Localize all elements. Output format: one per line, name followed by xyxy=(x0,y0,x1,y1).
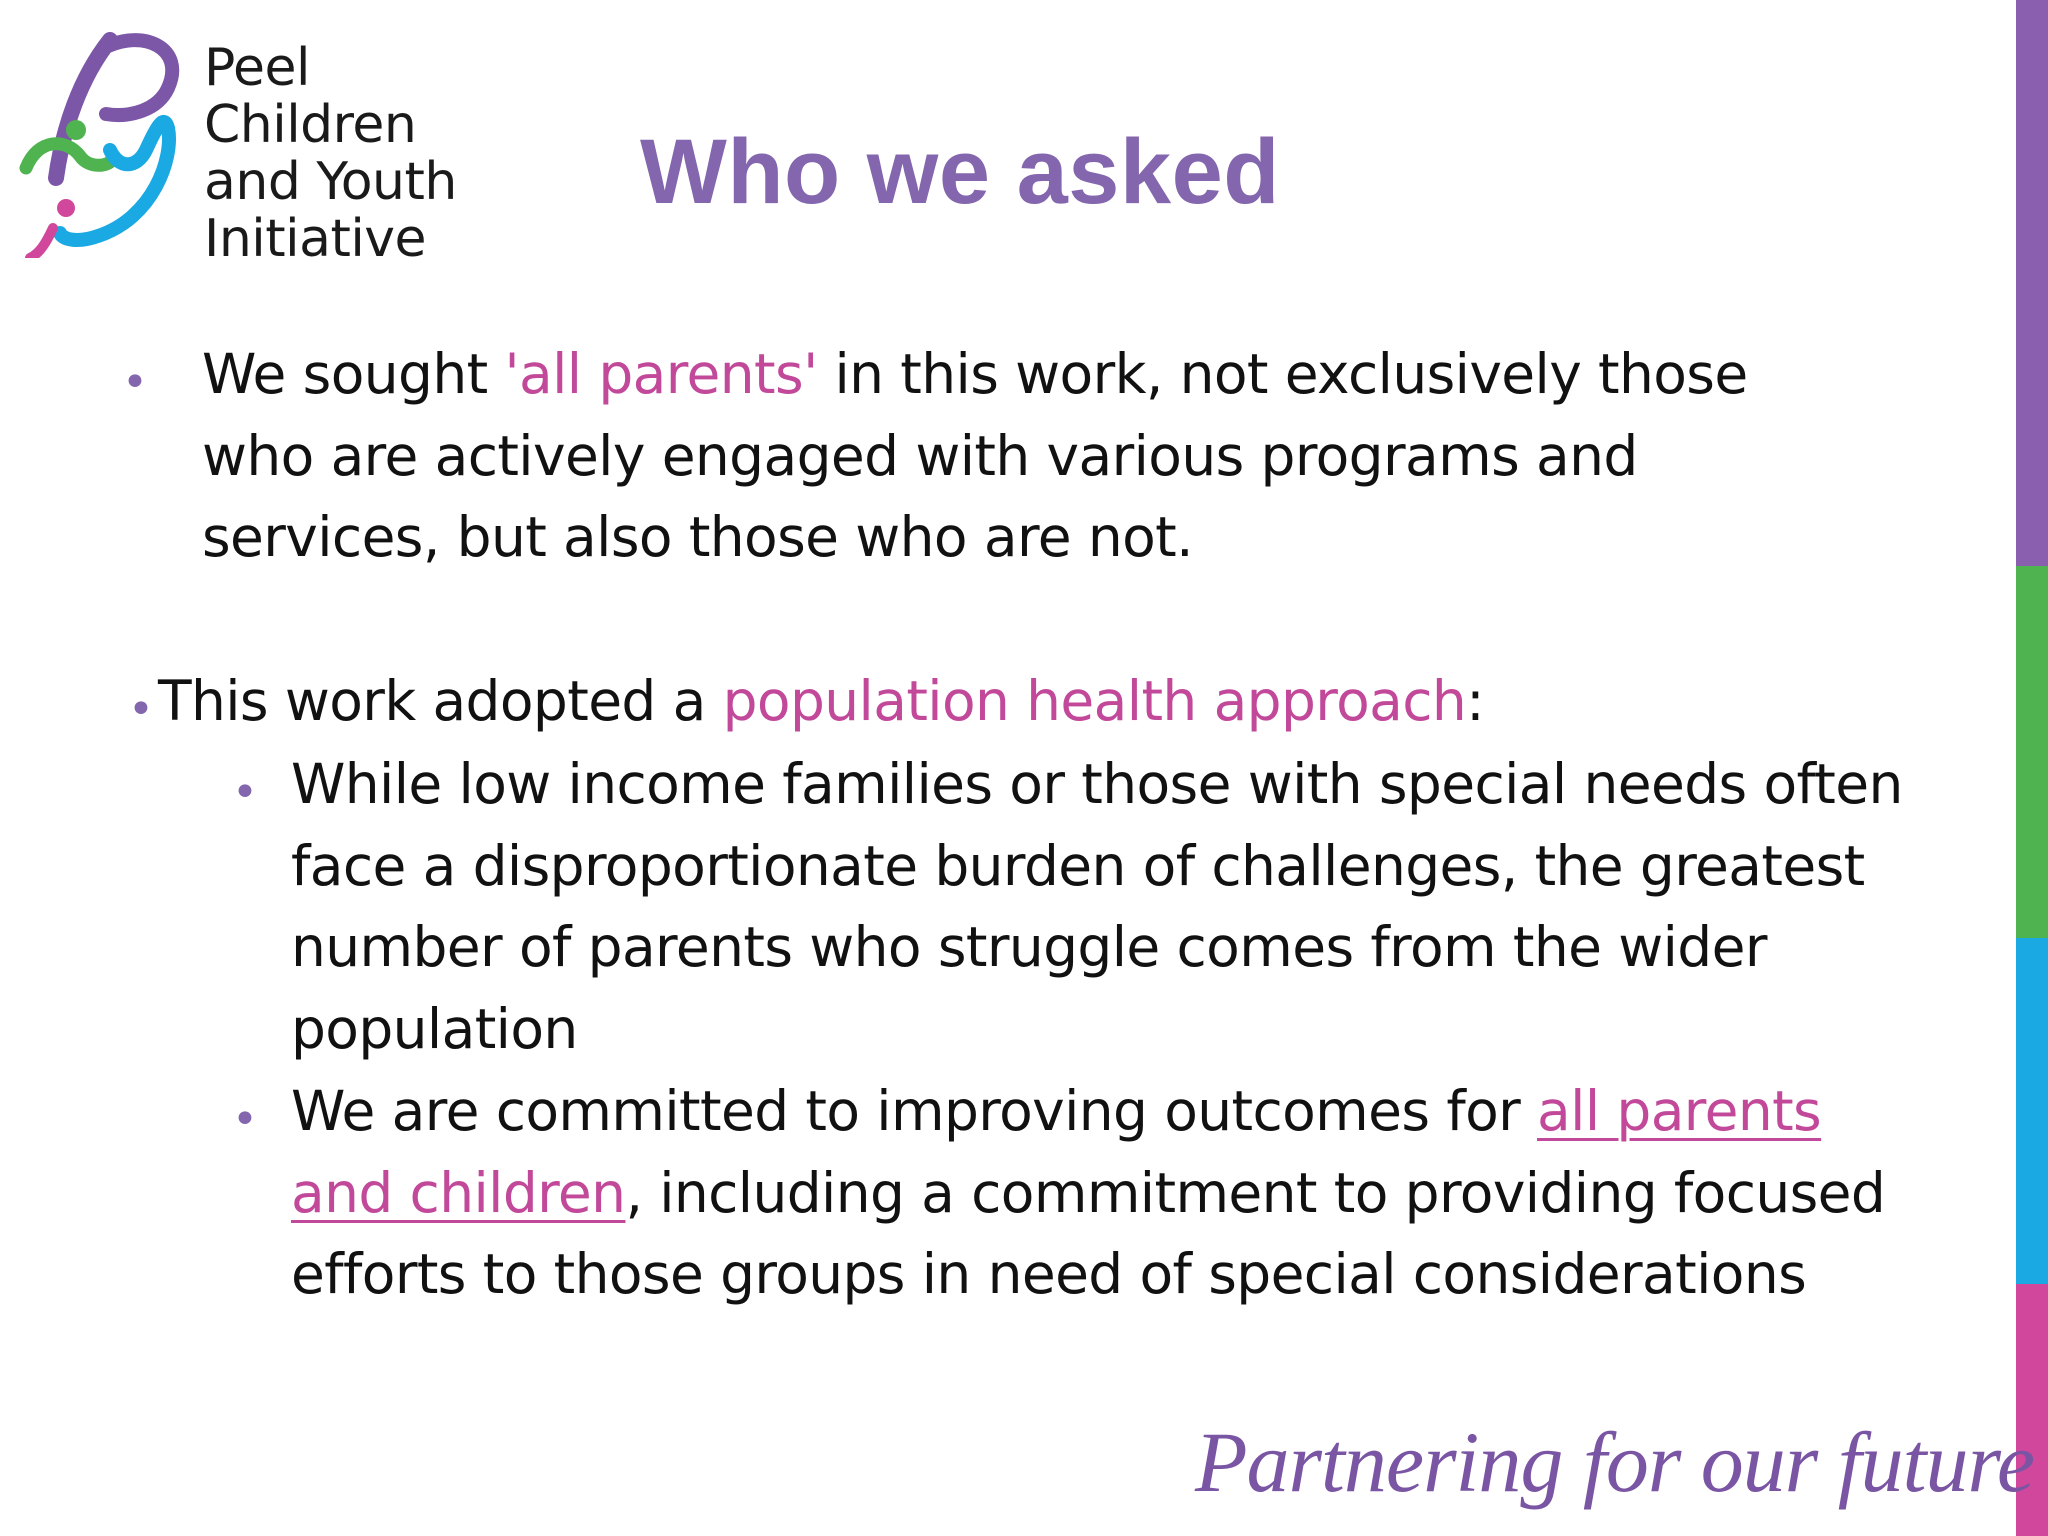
logo-line-3: and Youth xyxy=(204,152,457,212)
logo-line-4: Initiative xyxy=(204,209,427,269)
text-run: in this work, not exclusively those who are actively engaged with various programs and services, but also those who are not. xyxy=(202,342,1748,569)
side-stripes xyxy=(2016,0,2048,1536)
tagline: Partnering for our future xyxy=(1195,1414,2034,1510)
text-run: This work adopted a xyxy=(158,669,723,733)
bullet-dot: • xyxy=(128,684,154,735)
bullet-population-health xyxy=(158,661,1858,743)
slide-title: Who we asked xyxy=(640,121,1280,223)
stripe-green xyxy=(2016,566,2048,938)
link-all-parents-and-children[interactable]: all parents and children xyxy=(291,1079,1822,1225)
stripe-blue xyxy=(2016,938,2048,1284)
highlight-population-health: population health approach xyxy=(722,669,1467,733)
logo-wordmark xyxy=(204,40,457,268)
bullet-dot: • xyxy=(122,357,148,408)
bullet-dot: • xyxy=(232,767,258,818)
peel-logo-mark-icon xyxy=(18,18,188,258)
logo-line-2: Children xyxy=(204,95,417,155)
text-run: We are committed to improving outcomes for xyxy=(291,1079,1538,1143)
sub-bullet-committed xyxy=(291,1071,1911,1316)
highlight-all-parents: 'all parents' xyxy=(504,342,818,406)
text-run: : xyxy=(1466,669,1485,733)
sub-bullet-low-income: While low income families or those with special needs often face a disproportionate burden of challenges, the greatest number of parents who struggle comes from the wider population xyxy=(291,752,1903,1061)
bullet-dot: • xyxy=(232,1094,258,1145)
peel-logo xyxy=(18,18,457,269)
text-run: We sought xyxy=(202,342,505,406)
text-run: , including a commitment to providing focused efforts to those groups in need of special considerations xyxy=(291,1160,1886,1306)
stripe-purple xyxy=(2016,0,2048,566)
bullet-all-parents xyxy=(202,334,1842,579)
logo-line-1: Peel xyxy=(204,38,310,98)
